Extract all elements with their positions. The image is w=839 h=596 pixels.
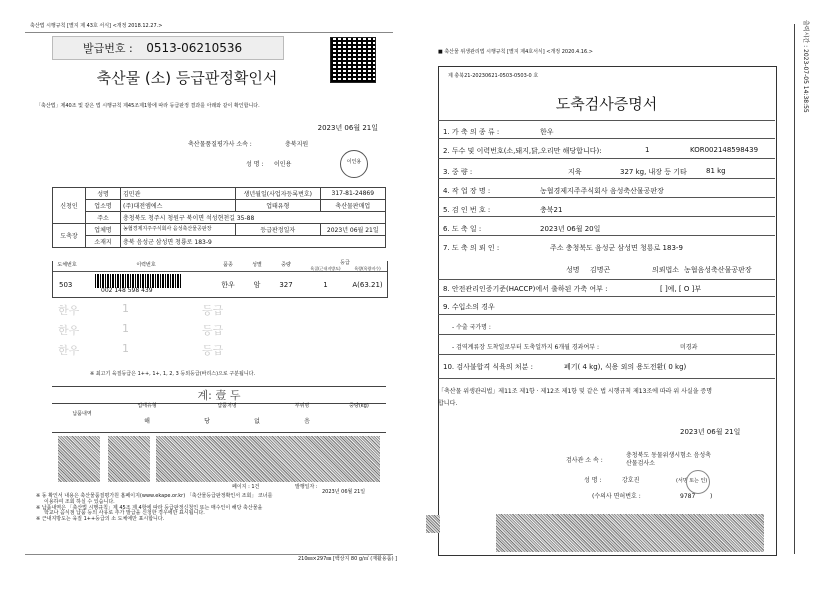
trace-barcode [95,274,181,288]
security-mark [58,436,100,482]
name-label: 성명 [86,188,121,200]
inspector-org-label: 축산물품질평가사 소속 : [188,141,252,148]
row-rule [438,197,775,198]
ghost-text: 등급 [202,304,224,317]
col-weight: 중량 [281,262,291,268]
security-mark [426,515,440,533]
delivery-cell: 없 [254,418,260,425]
license-number: 9787 [680,493,696,500]
footnote: ※ 납품내역은 「축산법 시행규칙」제 45조 제 4항에 따라 등급판정신청인 또는 매수인이 해당 축산물을 [36,504,263,511]
item-species-value: 한우 [540,128,554,136]
item-slaughter-date-value: 2023년 06월 20일 [540,225,601,233]
col-trace-no: 이력번호 [136,262,156,268]
item-seal-label: 5. 검 인 번 호 : [443,206,491,214]
ghost-text: 한우 [58,344,80,357]
biz-type-value: 축산물판매업 [320,200,385,212]
ghost-text: 1 [122,322,129,335]
sign-text: (서명 또는 인) [676,478,708,484]
ghost-text: 등급 [202,344,224,357]
inspector-name-label: 성 명 : [246,161,264,168]
requester-corp-label: 의뢰법소 [652,266,680,274]
title-rule [438,120,775,121]
statement-line2: 합니다. [438,400,458,407]
page-info: 페이지 : 1건 [232,484,260,490]
item-count-label: 2. 두수 및 이력번호(소,돼지,닭,오리만 해당합니다): [443,147,602,155]
footnote: ※ 동 확인서 내용은 축산물품질평가원 홈페이지(www.ekape.or.kr) 「축산물등급판정확인서 조회」 코너를 [36,493,273,499]
item-trace-no: KOR002148598439 [690,146,759,154]
grade-header-rule [53,271,387,272]
haccp-label: 8. 안전관리인증기준(HACCP)에서 출하된 가축 여부 : [443,285,608,293]
judge-date-value: 2023년 06월 21일 [320,224,385,236]
left-footnotes [36,494,386,523]
grade-table [52,261,388,298]
slaughter-name-value: 농협경제지주주식회사 음성축산물공판장 [121,224,236,236]
inspector-org: 충북지원 [285,141,309,148]
row-rule [438,178,775,179]
col-grade: 등급 [340,260,350,266]
inspector-name-right: 강호진 [622,477,640,484]
judge-date-label: 등급판정일자 [236,224,321,236]
security-pattern [156,436,380,482]
haccp-value: [ ]예, [ O ]부 [660,285,702,293]
security-pattern [496,514,764,552]
row-rule [438,378,775,379]
company-label: 업소명 [86,200,121,212]
left-top-rule [25,32,393,33]
ghost-text: 한우 [58,324,80,337]
inspector-org-label-right: 검사관 소 속 : [566,457,603,464]
item-slaughter-date-label: 6. 도 축 일 : [443,225,482,233]
row-rule [438,235,775,236]
grade-note: ※ 최고기 육질등급은 1++, 1+, 1, 2, 3 등외등급(바리스)으로 구분됩니다. [90,371,256,377]
row-rule [438,334,775,335]
item-weight-label: 3. 중 량 : [443,168,473,176]
trace-no: 002 148 598 439 [101,287,153,294]
right-title: 도축검사증명서 [555,95,658,113]
security-mark [108,436,150,482]
doc-number: 제 충북21-20230621-0503-0503-0 호 [448,73,539,79]
item-workplace-label: 4. 작 업 장 명 : [443,187,491,195]
applicant-table [52,187,386,248]
item-requester-address: 주소 충청북도 음성군 삼성면 청룡로 183-9 [550,244,683,252]
ghost-text: 1 [122,302,129,315]
carcass-no: 503 [59,281,73,289]
cert-number-label: 발급번호 : [83,42,133,55]
col-carcass-no: 도체번호 [57,262,77,268]
import-months-value: 미경과 [680,344,698,351]
delivery-cell: 당 [204,418,210,425]
delivery-label: 납품내역 [72,411,92,417]
col-sex: 성별 [252,262,262,268]
biz-type-label: 업태유형 [236,200,321,212]
birth-value: 317-81-24869 [320,188,385,200]
row-rule [438,138,775,139]
qr-code [330,37,376,83]
requester-corp: 농협음성축산물공판장 [684,266,752,274]
cert-number: 0513-06210536 [146,41,243,55]
import-country: - 수출 국가명 : [452,324,491,331]
ghost-text: 한우 [58,304,80,317]
left-bottom-rule [25,554,393,555]
location-label: 소재지 [86,236,121,248]
ghost-text: 등급 [202,324,224,337]
left-form-reference: 축산법 시행규칙 [별지 제 43호 서식] <개정 2018.12.27.> [30,23,163,29]
slaughter-name-label: 업체명 [86,224,121,236]
inspector-seal [340,150,368,178]
statement-line1: 「축산물 위생관리법」제11조 제1항 · 제12조 제1항 및 같은 법 시행규칙 제13조에 따라 위 사실을 증명 [438,388,713,395]
address-value: 충청북도 청주시 청원구 북이면 석성현천길 35-88 [121,212,386,224]
delivery-place-header: 납품처명 [217,403,237,409]
inspector-name-label-right: 성 명 : [584,477,602,484]
total-count: 계: 壹 두 [52,386,386,404]
disposal-value: 폐기( 4 kg), 식용 외의 용도전환( 0 kg) [564,363,687,371]
delivery-cell: 음 [304,418,310,425]
delivery-biz-header: 업태유형 [137,403,157,409]
cert-number-box [52,36,284,60]
official-seal [686,470,710,494]
item-species-label: 1. 가 축 의 종 류 : [443,128,500,136]
col-breed: 품종 [223,262,233,268]
row-rule [438,158,775,159]
name-value: 김민관 [121,188,236,200]
requester-name: 김명곤 [590,266,611,274]
left-date: 2023년 06월 21일 [317,124,378,132]
item-offal-weight: 81 kg [706,167,726,175]
row-rule [438,296,775,297]
left-intro: 「축산법」제40조 및 같은 법 시행규칙 제45조제1항에 따라 등급판정 결과를 아래와 같이 확인합니다. [36,103,260,109]
item-weight-type: 지육 [568,168,582,176]
address-label: 주소 [86,212,121,224]
applicant-label: 신청인 [53,188,86,224]
col-yield: 육량(육량지수) [354,266,381,271]
print-time-stamp [794,20,814,220]
slaughter-label: 도축장 [53,224,86,248]
import-months-label: - 검역계류장 도착일로부터 도축일까지 6개월 경과여부 : [452,344,599,351]
company-value: (주)대전엠에스 [121,200,236,212]
footnote: 이용하여 조회 하실 수 있습니다. [44,498,115,505]
row-rule [438,314,775,315]
seal-text: 이인용 [346,159,362,165]
right-date: 2023년 06월 21일 [680,428,741,436]
yield-grade: A(63.21) [352,281,383,289]
inspector-name: 이인용 [274,161,292,168]
item-weight-value: 327 kg, 내장 등 기타 [620,168,687,176]
left-title: 축산물 (소) 등급판정확인서 [96,69,278,87]
issue-time: 2023년 06월 21일 [322,489,366,495]
paper-size: 210㎜×297㎜ [백상지 80 g/㎡ (재활용품) ] [298,556,398,562]
delivery-table [52,402,386,433]
item-workplace-value: 농협경제지주주식회사 음성축산물공판장 [540,187,664,195]
footnote: ※ 근내지방도는 육질 1++등급의 소 도체에만 표시합니다. [36,516,165,522]
right-form-reference: ■ 축산물 위생관리법 시행규칙 [별지 제4호서식] <개정 2020.4.16.> [438,49,593,55]
ghost-grade-watermark [52,298,386,368]
requester-name-label: 성명 [566,266,580,274]
issue-time-label: 발행일자 : [295,484,318,490]
import-label: 9. 수입소의 경우 [443,303,495,311]
footnote: 학교나 음식점 납품 등의 사유로 추가 발급을 신청한 경우에만 표시됩니다. [44,510,205,517]
row-rule [438,279,775,280]
location-value: 충북 음성군 삼성면 청룡로 183-9 [121,236,386,248]
license-label: (수의사 면허번호 : [592,493,641,500]
disposal-label: 10. 검사불합격 식육의 처분 : [443,363,534,371]
col-quality: 육질(근내지방도) [310,266,341,271]
item-count-value: 1 [645,146,650,154]
item-seal-value: 충북21 [540,206,563,214]
birth-label: 생년월일(사업자등록번호) [236,188,321,200]
ghost-text: 1 [122,342,129,355]
delivery-part-header: 부위명 [294,403,310,409]
item-requester-label: 7. 도 축 의 뢰 인 : [443,244,500,252]
row-rule [438,216,775,217]
row-rule [438,354,775,355]
delivery-cell: 해 [144,418,150,425]
delivery-weight-header: 중량(kg) [349,403,369,409]
print-time-text: 출력시간 : 2023-07-05 14:38:55 [802,20,809,113]
breed: 한우 [221,281,235,289]
inspector-org-right: 충청북도 동물위생시험소 음성축산물검사소 [626,452,711,467]
sex: 암 [253,281,261,289]
license-close: ) [710,493,713,500]
quality-grade: 1 [323,281,328,289]
weight: 327 [279,281,293,289]
